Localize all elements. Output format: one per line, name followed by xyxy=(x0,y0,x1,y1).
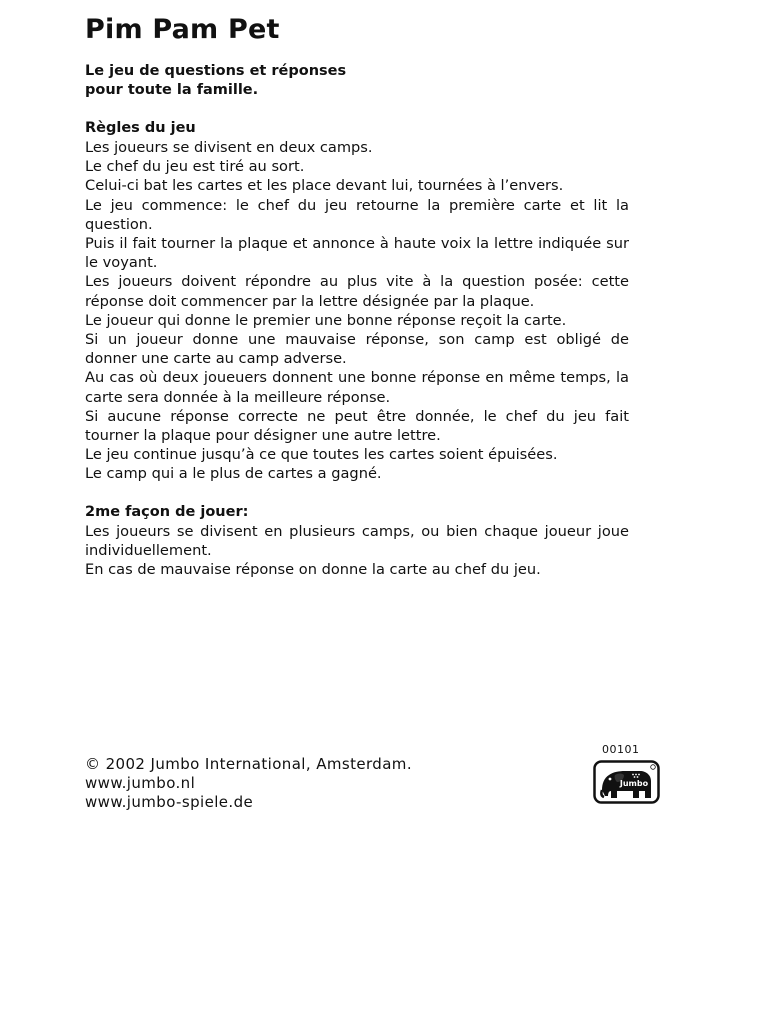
jumbo-logo xyxy=(593,760,660,804)
rules-paragraph: Si un joueur donne une mauvaise réponse, son camp est obligé de donner une carte au camp adverse. xyxy=(85,331,629,368)
website-link[interactable]: www.jumbo-spiele.de xyxy=(85,793,254,811)
page-title: Pim Pam Pet xyxy=(85,14,280,45)
elephant-icon xyxy=(593,760,660,804)
brand-text: Jumbo xyxy=(619,779,649,788)
rules-paragraph: Le jeu continue jusqu’à ce que toutes les cartes soient épuisées. xyxy=(85,446,558,464)
rules-paragraph: Les joueurs se divisent en deux camps. xyxy=(85,139,373,156)
subtitle xyxy=(85,62,629,100)
second-way-heading: 2me façon de jouer: xyxy=(85,503,249,520)
rules-paragraph: Celui-ci bat les cartes et les place devant lui, tournées à l’envers. xyxy=(85,177,564,195)
product-code: 00101 xyxy=(602,743,640,756)
website-link[interactable]: www.jumbo.nl xyxy=(85,774,196,792)
rules-paragraph: Les joueurs doivent répondre au plus vite à la question posée: cette réponse doit commencer par la lettre désignée par la plaque. xyxy=(85,273,629,310)
second-way-paragraph: Les joueurs se divisent en plusieurs camps, ou bien chaque joueur joue individuellement. xyxy=(85,522,629,559)
rules-paragraph: Au cas où deux joueuers donnent une bonne réponse en même temps, la carte sera donnée à la meilleure réponse. xyxy=(85,369,629,406)
rules-paragraph: Le jeu commence: le chef du jeu retourne la première carte et lit la question. xyxy=(85,196,629,233)
rules-paragraph: Si aucune réponse correcte ne peut être donnée, le chef du jeu fait tourner la plaque pour désigner une autre lettre. xyxy=(85,407,629,445)
rules-heading: Règles du jeu xyxy=(85,120,196,136)
rules-paragraph: Puis il fait tourner la plaque et annonce à haute voix la lettre indiquée sur le voyant. xyxy=(85,235,629,272)
subtitle-line: Le jeu de questions et réponses xyxy=(85,63,347,79)
rules-paragraph: Le joueur qui donne le premier une bonne réponse reçoit la carte. xyxy=(85,311,567,329)
footer xyxy=(85,755,412,812)
rules-paragraph: Le chef du jeu est tiré au sort. xyxy=(85,158,305,176)
second-way-paragraph: En cas de mauvaise réponse on donne la carte au chef du jeu. xyxy=(85,561,541,579)
subtitle-line: pour toute la famille. xyxy=(85,82,259,98)
copyright-text: © 2002 Jumbo International, Amsterdam. xyxy=(85,755,412,773)
document-body xyxy=(85,14,629,579)
rules-paragraph: Le camp qui a le plus de cartes a gagné. xyxy=(85,465,382,483)
